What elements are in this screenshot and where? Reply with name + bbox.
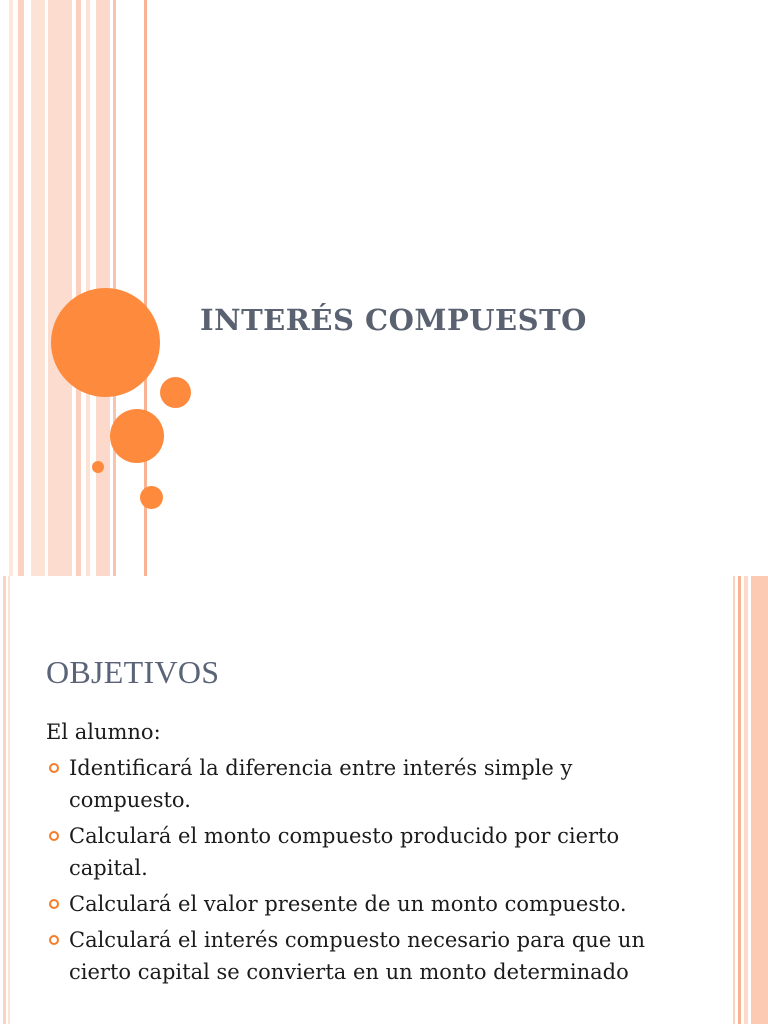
ring-bullet-icon <box>49 831 59 841</box>
list-item <box>46 924 686 988</box>
large-circle-decoration <box>51 288 160 397</box>
slide-body <box>46 716 686 992</box>
list-item <box>46 820 686 884</box>
objectives-list <box>46 752 686 988</box>
small-circle-decoration <box>160 377 191 408</box>
left-border-decoration <box>0 576 12 1024</box>
objectives-slide <box>0 576 768 1024</box>
medium-circle-decoration <box>110 409 164 463</box>
left-stripe-decoration <box>0 0 150 576</box>
list-item-text: Calculará el interés compuesto necesario para que un cierto capital se convierta en un monto determinado <box>69 928 645 984</box>
slide-heading: OBJETIVOS <box>46 654 220 690</box>
ring-bullet-icon <box>49 763 59 773</box>
list-item <box>46 888 686 920</box>
tiny-circle-decoration <box>92 461 104 473</box>
ring-bullet-icon <box>49 935 59 945</box>
list-item-text: Identificará la diferencia entre interés simple y compuesto. <box>69 756 573 812</box>
list-item-text: Calculará el valor presente de un monto compuesto. <box>69 892 627 916</box>
small-circle-decoration-2 <box>140 486 163 509</box>
intro-text: El alumno: <box>46 720 161 744</box>
ring-bullet-icon <box>49 899 59 909</box>
list-item <box>46 752 686 816</box>
slide-title: INTERÉS COMPUESTO <box>200 303 587 337</box>
right-stripe-decoration <box>730 576 768 1024</box>
list-item-text: Calculará el monto compuesto producido por cierto capital. <box>69 824 620 880</box>
